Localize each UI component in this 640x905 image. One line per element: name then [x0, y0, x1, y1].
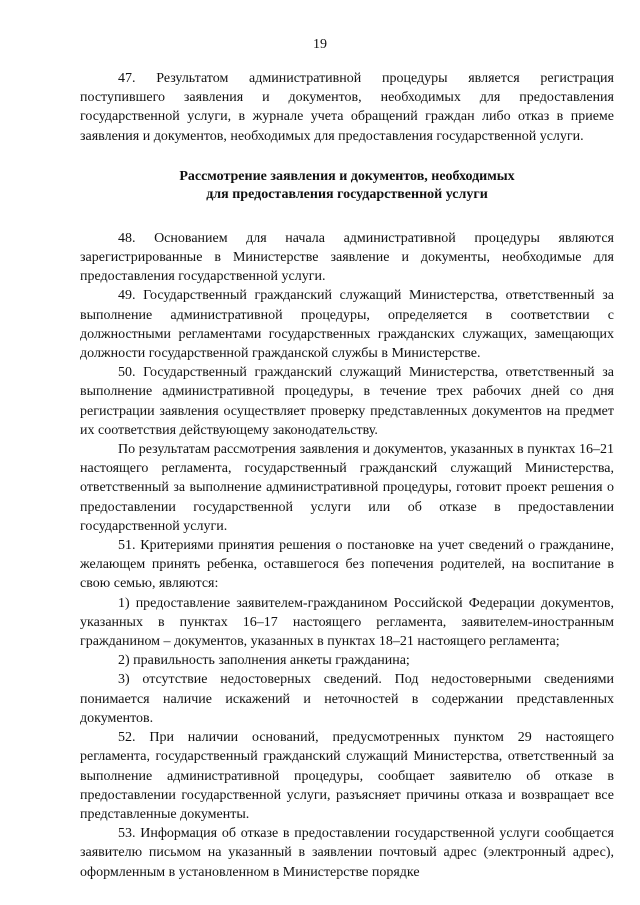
paragraph-49: 49. Государственный гражданский служащий Министерства, ответственный за выполнение административной процедуры, определяется в соответствии с должностными регламентами государственных гражданских служащих, замещающих должности государственной гражданской службы в Министерстве.	[80, 288, 614, 362]
paragraph-51: 51. Критериями принятия решения о постановке на учет сведений о гражданине, желающем принять ребенка, оставшегося без попечения родителей, на воспитание в свою семью, являются:	[80, 538, 614, 592]
paragraph-48: 48. Основанием для начала административной процедуры являются зарегистрированные в Министерстве заявление и документы, необходимые для предоставления государственной услуги.	[80, 230, 614, 285]
page-number: 19	[313, 37, 327, 52]
paragraph-47: 47. Результатом административной процедуры является регистрация поступившего заявления и документов, необходимых для предоставления государственной услуги, в журнале учета обращений граждан либо отказ в приеме заявления и документов, необходимых для предоставления государственной услуги.	[80, 71, 614, 144]
section-heading	[80, 168, 614, 204]
paragraph-50-continued: По результатам рассмотрения заявления и документов, указанных в пунктах 16–21 настоящего регламента, государственный гражданский служащий Министерства, ответственный за выполнение административной процедуры, готовит проект решения о предоставлении государственной услуги или об отказе в предоставлении государственной услуги.	[80, 442, 614, 534]
criteria-item-3: 3) отсутствие недостоверных сведений. Под недостоверными сведениями понимается наличие искажений и неточностей в содержании представленных документов.	[80, 672, 614, 726]
section-heading-line-1: Рассмотрение заявления и документов, необходимых	[179, 168, 515, 184]
criteria-item-1: 1) предоставление заявителем-гражданином Российской Федерации документов, указанных в пунктах 16–17 настоящего регламента, заявителем-иностранным гражданином – документов, указанных в пунктах 18–21 настоящего регламента;	[80, 595, 614, 650]
criteria-item-2: 2) правильность заполнения анкеты гражданина;	[118, 653, 410, 669]
paragraph-53: 53. Информация об отказе в предоставлении государственной услуги сообщается заявителю письмом на указанный в заявлении почтовый адрес (электронный адрес), оформленным в установленном в Министерстве порядке	[80, 826, 614, 880]
section-heading-line-2: для предоставления государственной услуги	[206, 186, 488, 202]
document-body	[80, 69, 614, 882]
paragraph-52: 52. При наличии оснований, предусмотренных пунктом 29 настоящего регламента, государственный гражданский служащий Министерства, ответственный за выполнение административной процедуры, сообщает заявителю об отказе в предоставлении государственной услуги, разъясняет причины отказа и возвращает все представленные документы.	[80, 730, 614, 822]
paragraph-50: 50. Государственный гражданский служащий Министерства, ответственный за выполнение административной процедуры, в течение трех рабочих дней со дня регистрации заявления осуществляет проверку представленных документов на предмет их соответствия действующему законодательству.	[80, 365, 614, 438]
